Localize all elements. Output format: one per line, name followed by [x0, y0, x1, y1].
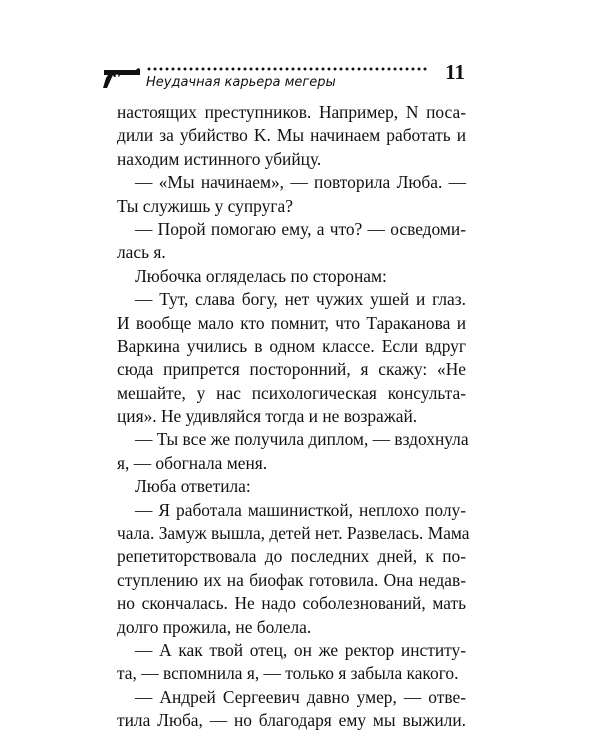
text-line: — Порой помогаю ему, а что? — осведоми- — [135, 218, 466, 239]
text-line: мешайте, у нас психологическая консульта- — [117, 382, 466, 403]
text-line: лась я. — [117, 242, 166, 263]
text-line: Люба ответила: — [135, 476, 251, 497]
text-line: настоящих преступников. Например, N поса- — [117, 102, 466, 122]
text-line: дили за убийство K. Мы начинаем работать и — [117, 125, 466, 146]
page-header — [103, 60, 465, 99]
page-number: 11 — [445, 60, 465, 84]
text-line: — А как твой отец, он же ректор институ- — [135, 639, 466, 660]
text-line: Варкина учились в одном классе. Если вдруг — [117, 335, 466, 356]
text-line: ция». Не удивляйся тогда и не возражай. — [117, 406, 418, 427]
text-line: — «Мы начинаем», — повторила Люба. — — [135, 172, 466, 193]
dotted-rule — [146, 65, 427, 73]
text-line: сюда припрется посторонний, я скажу: «Не — [117, 359, 466, 380]
text-line: находим истинного убийцу. — [117, 148, 322, 169]
text-line: — Я работала машинисткой, неплохо полу- — [135, 499, 466, 520]
text-line: тила Люба, — но благодаря ему мы выжили. — [117, 710, 466, 731]
text-line: — Ты все же получила диплом, — вздохнула — [135, 429, 469, 450]
revolver-icon — [103, 67, 141, 89]
text-line: — Андрей Сергеевич давно умер, — отве- — [135, 686, 466, 707]
text-line: ступлению их на биофак готовила. Она недав- — [117, 569, 466, 590]
text-line: Любочка огляделась по сторонам: — [135, 265, 387, 286]
body-text — [117, 101, 470, 733]
text-line: Ты служишь у супруга? — [117, 195, 293, 216]
text-line: я, — обогнала меня. — [117, 452, 268, 473]
text-line: но скончалась. Не надо соболезнований, мать — [117, 593, 466, 614]
text-line: та, — вспомнила я, — только я забыла какого. — [117, 663, 459, 684]
text-line: чала. Замуж вышла, детей нет. Развелась. Мама — [117, 523, 470, 544]
running-title: Неудачная карьера мегеры — [146, 75, 336, 90]
text-line: И вообще мало кто помнит, что Тараканова и — [117, 312, 466, 333]
text-line: долго прожила, не болела. — [117, 616, 312, 637]
text-line: — Тут, слава богу, нет чужих ушей и глаз. — [135, 289, 466, 310]
text-line: репетиторствовала до последних дней, к по- — [117, 546, 466, 567]
